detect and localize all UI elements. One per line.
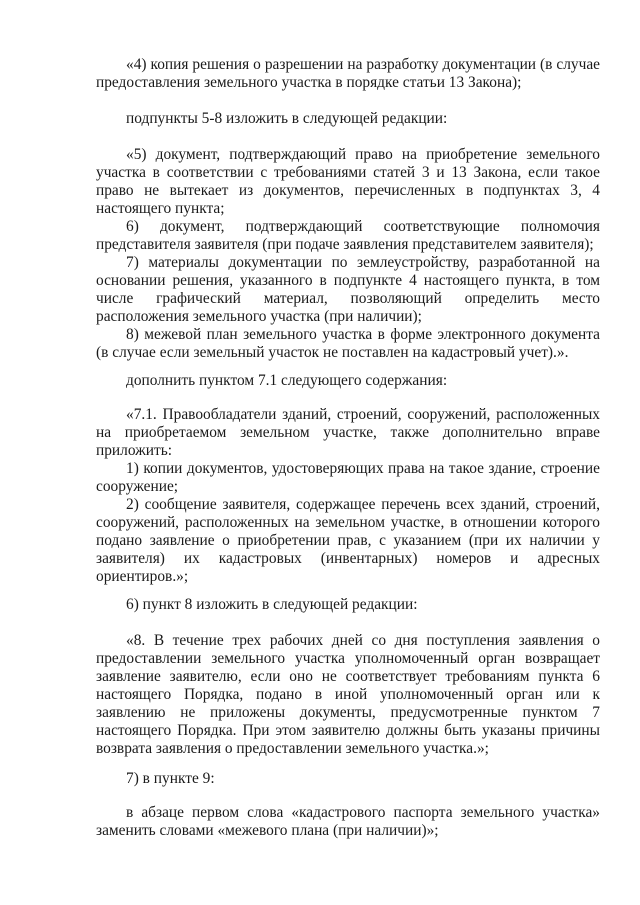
item-7-1-1-text: 1) копии документов, удостоверяющих права на такое здание, строение сооружение; xyxy=(96,460,600,495)
item-6-text: 6) документ, подтверждающий соответствующие полномочия представителя заявителя (при подаче заявления представителем заявителя); xyxy=(96,218,600,253)
item-7-text: 7) материалы документации по землеустройству, разработанной на основании решения, указанного в подпункте 4 настоящего пункта, в том числе графический материал, позволяющий определить место расположения земельного участка (при наличии); xyxy=(96,254,600,325)
item-7-1-2-text: 2) сообщение заявителя, содержащее перечень всех зданий, строений, сооружений, расположенных на земельном участке, в отношении которого подано заявление о приобретении прав, с указанием (при их наличии у заявителя) их кадастровых (инвентарных) номеров и адресных ориентиров.»; xyxy=(96,496,600,585)
item-8-new-text: «8. В течение трех рабочих дней со дня поступления заявления о предоставлении земельного участка уполномоченный орган возвращает заявление заявителю, если оно не соответствует требованиям пункта 6 настоящего Порядка, подано в иной уполномоченный орган или к заявлению не приложены документы, предусмотренные пунктом 7 настоящего Порядка. При этом заявителю должны быть указаны причины возврата заявления о предоставлении земельного участка.»; xyxy=(96,632,600,757)
item-4-block xyxy=(96,56,600,92)
item-7-1-block xyxy=(96,406,600,586)
item-9-change-text: в абзаце первом слова «кадастрового паспорта земельного участка» заменить словами «межевого плана (при наличии)»; xyxy=(96,804,600,839)
items-5-8-block xyxy=(96,146,600,362)
subpoints-intro: подпункты 5-8 изложить в следующей редакции: xyxy=(126,110,448,127)
item-8-text: 8) межевой план земельного участка в форме электронного документа (в случае если земельный участок не поставлен на кадастровый учет).». xyxy=(96,326,600,361)
item-4-text: «4) копия решения о разрешении на разработку документации (в случае предоставления земельного участка в порядке статьи 13 Закона); xyxy=(96,56,600,91)
item-5-text: «5) документ, подтверждающий право на приобретение земельного участка в соответствии с требованиями статей 3 и 13 Закона, если такое право не вытекает из документов, перечисленных в подпунктах 3, 4 настоящего пункта; xyxy=(96,146,600,217)
point-6-intro: 6) пункт 8 изложить в следующей редакции: xyxy=(126,596,418,613)
item-7-1-text: «7.1. Правообладатели зданий, строений, сооружений, расположенных на приобретаемом земельном участке, также дополнительно вправе приложить: xyxy=(96,406,600,459)
point-7-intro: 7) в пункте 9: xyxy=(126,770,215,787)
add-7-1-intro: дополнить пунктом 7.1 следующего содержания: xyxy=(126,372,448,389)
item-9-change-block xyxy=(96,804,600,840)
item-8-new-block xyxy=(96,632,600,758)
